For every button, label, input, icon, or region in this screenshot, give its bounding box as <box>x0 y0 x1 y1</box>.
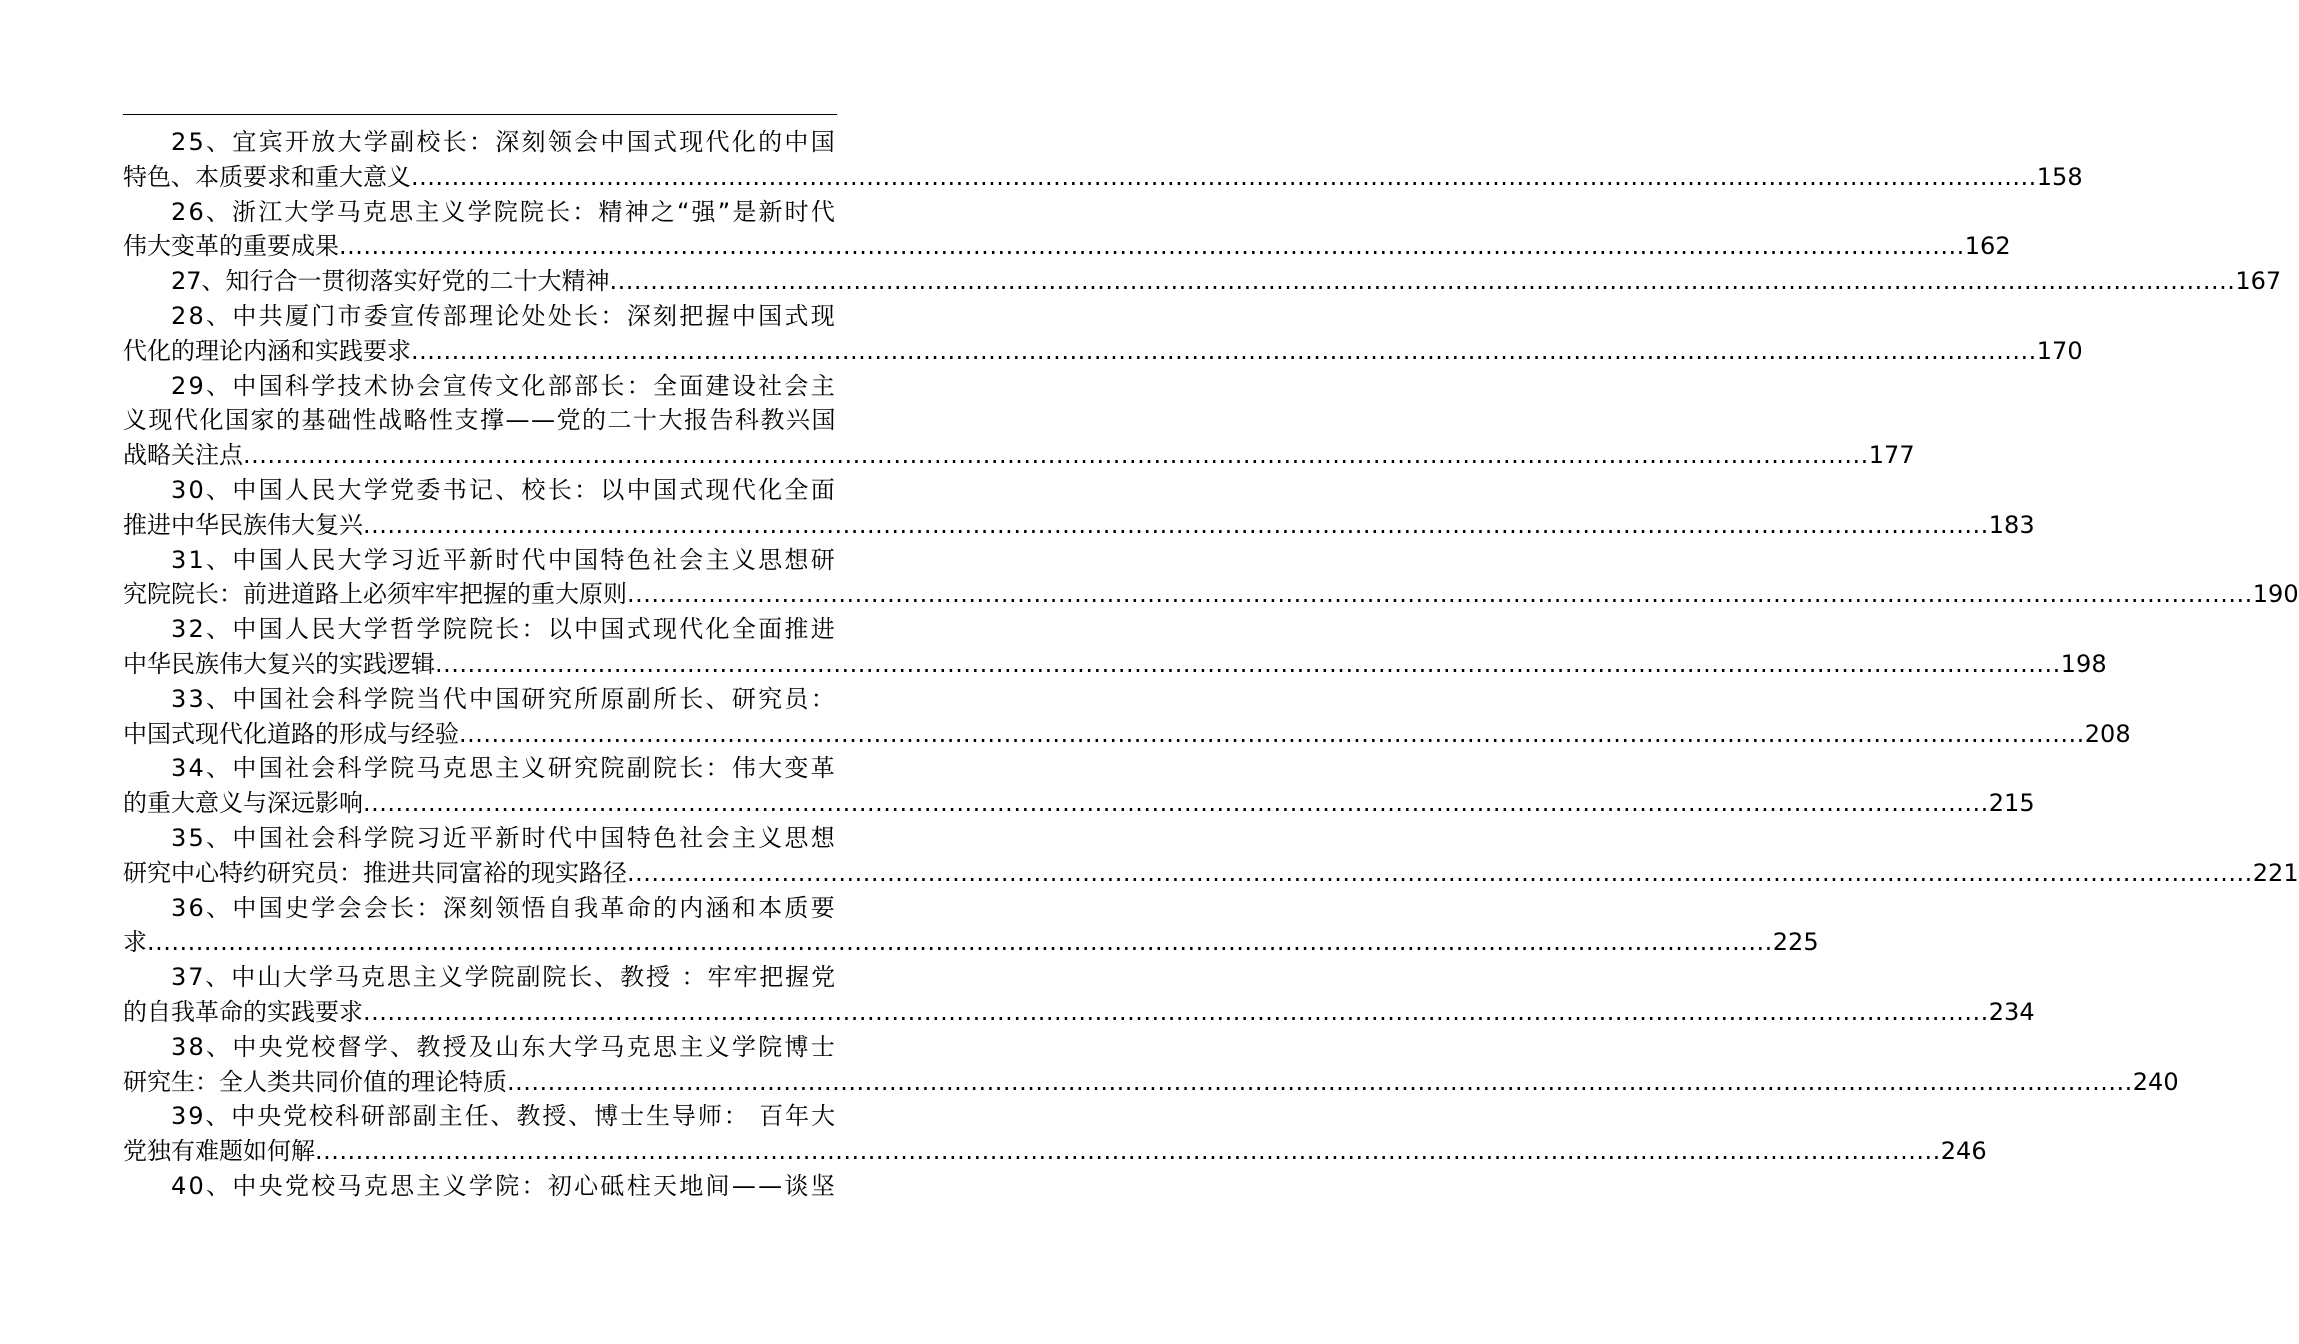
toc-dot-leader: ........................................................................................................................................................................................................ <box>411 162 2037 191</box>
toc-entry[interactable] <box>123 682 2131 752</box>
toc-entry-title: 伟大变革的重要成果 <box>123 232 339 261</box>
toc-dot-leader: ........................................................................................................................................................................................................ <box>627 858 2253 887</box>
toc-page-number: 190 <box>2252 580 2299 609</box>
toc-dot-leader: ........................................................................................................................................................................................................ <box>459 719 2085 748</box>
toc-entry-title: 32、中国人民大学哲学院院长：以中国式现代化全面推进 <box>171 615 837 644</box>
toc-dot-leader: ........................................................................................................................................................................................................ <box>627 580 2253 609</box>
toc-page-number: 167 <box>2235 267 2282 296</box>
table-of-contents <box>123 125 2299 1204</box>
toc-page-number: 215 <box>1988 789 2035 818</box>
toc-dot-leader: ........................................................................................................................................................................................................ <box>315 1137 1941 1166</box>
toc-entry-title: 30、中国人民大学党委书记、校长：以中国式现代化全面 <box>171 475 837 504</box>
toc-entry-title: 34、中国社会科学院马克思主义研究院副院长：伟大变革 <box>171 754 837 783</box>
toc-entry-title: 特色、本质要求和重大意义 <box>123 162 411 191</box>
toc-entry-title: 28、中共厦门市委宣传部理论处处长：深刻把握中国式现 <box>171 301 837 330</box>
toc-dot-leader: ........................................................................................................................................................................................................ <box>363 789 1989 818</box>
toc-page-number: 162 <box>1964 232 2011 261</box>
toc-entry[interactable] <box>123 1099 1987 1169</box>
toc-dot-leader: ........................................................................................................................................................................................................ <box>411 336 2037 365</box>
toc-dot-leader: ........................................................................................................................................................................................................ <box>363 510 1989 539</box>
toc-entry-title: 中华民族伟大复兴的实践逻辑 <box>123 649 435 678</box>
toc-page-number: 170 <box>2036 336 2083 365</box>
toc-dot-leader: ........................................................................................................................................................................................................ <box>243 441 1869 470</box>
toc-entry-title: 推进中华民族伟大复兴 <box>123 510 363 539</box>
toc-entry[interactable] <box>123 1169 837 1204</box>
toc-entry[interactable] <box>123 125 2083 195</box>
toc-entry-title: 究院院长：前进道路上必须牢牢把握的重大原则 <box>123 580 627 609</box>
header-rule <box>123 114 837 115</box>
toc-page-number: 183 <box>1988 510 2035 539</box>
toc-entry[interactable] <box>123 543 2299 613</box>
toc-page-number: 198 <box>2060 649 2107 678</box>
toc-entry-title: 31、中国人民大学习近平新时代中国特色社会主义思想研 <box>171 545 837 574</box>
toc-entry-title: 39、中央党校科研部副主任、教授、博士生导师： 百年大 <box>171 1102 837 1131</box>
toc-entry-title: 35、中国社会科学院习近平新时代中国特色社会主义思想 <box>171 823 837 852</box>
toc-entry[interactable] <box>123 821 2299 891</box>
toc-entry[interactable] <box>123 751 2035 821</box>
toc-entry-title: 中国式现代化道路的形成与经验 <box>123 719 459 748</box>
toc-entry[interactable] <box>123 1030 2179 1100</box>
toc-page-number: 177 <box>1868 441 1915 470</box>
toc-entry-title: 25、宜宾开放大学副校长：深刻领会中国式现代化的中国 <box>171 128 837 156</box>
toc-entry-title: 的重大意义与深远影响 <box>123 789 363 818</box>
toc-entry[interactable] <box>123 264 2282 299</box>
toc-entry-title: 33、中国社会科学院当代中国研究所原副所长、研究员： <box>171 684 837 713</box>
toc-entry[interactable] <box>123 369 1915 473</box>
toc-entry-title: 27、知行合一贯彻落实好党的二十大精神 <box>171 267 610 296</box>
toc-page-number: 234 <box>1988 997 2035 1026</box>
toc-entry-title: 38、中央党校督学、教授及山东大学马克思主义学院博士 <box>171 1032 837 1061</box>
toc-page-number: 158 <box>2036 162 2083 191</box>
toc-page-number: 225 <box>1772 928 1819 957</box>
toc-entry-title: 29、中国科学技术协会宣传文化部部长：全面建设社会主 <box>171 371 837 400</box>
toc-entry-title: 36、中国史学会会长：深刻领悟自我革命的内涵和本质要 <box>171 893 837 922</box>
toc-entry-title: 求 <box>123 928 147 957</box>
toc-dot-leader: ........................................................................................................................................................................................................ <box>339 232 1965 261</box>
toc-entry-title: 40、中央党校马克思主义学院：初心砥柱天地间——谈坚 <box>171 1171 837 1200</box>
toc-entry[interactable] <box>123 473 2035 543</box>
toc-entry[interactable] <box>123 612 2107 682</box>
toc-page-number: 208 <box>2084 719 2131 748</box>
toc-dot-leader: ........................................................................................................................................................................................................ <box>363 997 1989 1026</box>
toc-dot-leader: ........................................................................................................................................................................................................ <box>507 1067 2133 1096</box>
toc-entry-title: 义现代化国家的基础性战略性支撑——党的二十大报告科教兴国 <box>123 406 837 435</box>
toc-entry-title: 26、浙江大学马克思主义学院院长：精神之“强”是新时代 <box>171 197 837 226</box>
toc-entry-title: 代化的理论内涵和实践要求 <box>123 336 411 365</box>
toc-page-number: 246 <box>1940 1137 1987 1166</box>
toc-entry[interactable] <box>123 299 2083 369</box>
toc-dot-leader: ........................................................................................................................................................................................................ <box>609 267 2236 296</box>
toc-entry-title: 党独有难题如何解 <box>123 1137 315 1166</box>
toc-dot-leader: ........................................................................................................................................................................................................ <box>435 649 2061 678</box>
toc-entry[interactable] <box>123 891 1819 961</box>
toc-entry-title: 研究中心特约研究员：推进共同富裕的现实路径 <box>123 858 627 887</box>
toc-entry-title: 37、中山大学马克思主义学院副院长、教授 ：牢牢把握党 <box>171 963 837 992</box>
toc-page-number: 240 <box>2132 1067 2179 1096</box>
toc-entry[interactable] <box>123 195 2011 265</box>
toc-entry-title: 的自我革命的实践要求 <box>123 997 363 1026</box>
toc-entry-title: 研究生：全人类共同价值的理论特质 <box>123 1067 507 1096</box>
toc-dot-leader: ........................................................................................................................................................................................................ <box>147 928 1773 957</box>
toc-page-number: 221 <box>2252 858 2299 887</box>
toc-entry-title: 战略关注点 <box>123 441 243 470</box>
toc-entry[interactable] <box>123 960 2035 1030</box>
